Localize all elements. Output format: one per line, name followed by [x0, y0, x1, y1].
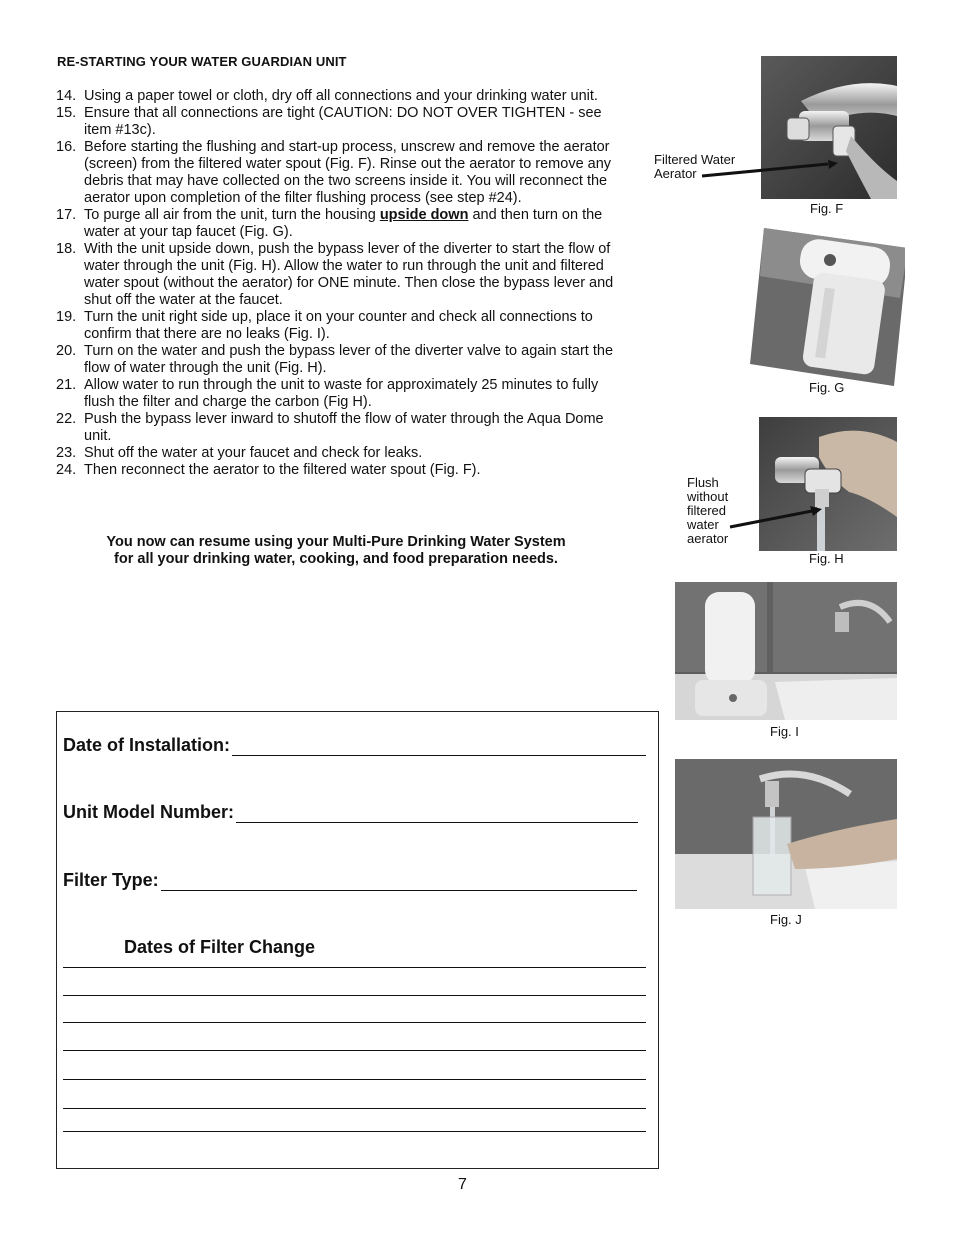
figure-caption: Fig. H: [809, 551, 844, 566]
callout-line: Filtered Water: [654, 152, 736, 167]
callout-line: filtered: [687, 503, 727, 518]
step-text: Then reconnect the aerator to the filtered water spout (Fig. F).: [84, 462, 481, 478]
callout-arrow: [728, 505, 824, 531]
step-number: 15.: [56, 105, 77, 121]
filling-glass-illustration: [675, 759, 897, 909]
step-number: 17.: [56, 207, 77, 223]
date-line[interactable]: [63, 995, 646, 996]
step-text: Ensure that all connections are tight (CAUTION: DO NOT OVER TIGHTEN - see item #13c).: [84, 105, 602, 138]
filter-type-line[interactable]: [161, 872, 637, 891]
step-text: [84, 207, 616, 241]
step-number: 24.: [56, 462, 77, 478]
step-text: Using a paper towel or cloth, dry off all connections and your drinking water unit.: [84, 88, 598, 104]
callout-line: Flush: [687, 475, 719, 490]
step-number: 18.: [56, 241, 77, 257]
installation-date-field[interactable]: [63, 735, 646, 756]
list-item: [56, 343, 616, 377]
step-text: Before starting the flushing and start-up process, unscrew and remove the aerator (screen) from the filtered water spout (Fig. F). Rinse out the aerator to remove any debris that may have collected on the two screens inside it. You will reconnect the aerator upon completion of the filter flushing process (see step #24).: [84, 139, 612, 206]
model-number-line[interactable]: [236, 804, 638, 823]
step-number: 19.: [56, 309, 77, 325]
date-line[interactable]: [63, 967, 646, 968]
closing-note: [56, 534, 616, 568]
date-line[interactable]: [63, 1108, 646, 1109]
instruction-list: [56, 88, 616, 479]
filter-type-label: Filter Type:: [63, 870, 159, 890]
step-number: 22.: [56, 411, 77, 427]
model-number-field[interactable]: [63, 802, 638, 823]
step-text: Push the bypass lever inward to shutoff the flow of water through the Aqua Dome unit.: [84, 411, 604, 444]
date-line[interactable]: [63, 1131, 646, 1132]
list-item: [56, 411, 616, 445]
figure-j-photo: [675, 759, 897, 909]
closing-line: for all your drinking water, cooking, and food preparation needs.: [114, 551, 558, 567]
step-text: Turn on the water and push the bypass lever of the diverter valve to again start the flow of water through the unit (Fig. H).: [84, 343, 614, 376]
list-item: [56, 445, 616, 462]
inverted-housing-illustration: [750, 228, 905, 386]
step-text: Shut off the water at your faucet and check for leaks.: [84, 445, 423, 461]
step-text: Allow water to run through the unit to waste for approximately 25 minutes to fully flush the filter and charge the carbon (Fig H).: [84, 377, 599, 410]
figure-caption: Fig. G: [809, 380, 845, 395]
filter-type-field[interactable]: [63, 870, 637, 891]
callout-line: without: [687, 489, 729, 504]
emphasis-text: upside down: [379, 207, 469, 223]
installation-date-line[interactable]: [232, 737, 646, 756]
installation-record-form: [56, 711, 659, 1169]
step-number: 23.: [56, 445, 77, 461]
unit-on-counter-illustration: [675, 582, 897, 720]
list-item: [56, 105, 616, 139]
callout-line: Aerator: [654, 166, 697, 181]
list-item: [56, 88, 616, 105]
callout-line: aerator: [687, 531, 729, 546]
list-item: [56, 377, 616, 411]
model-number-label: Unit Model Number:: [63, 802, 234, 822]
step-text: With the unit upside down, push the bypass lever of the diverter to start the flow of water through the unit (Fig. H). Allow the water to run through the unit and filtered water spout (without the aerator) for ONE minute. Then close the bypass lever and shut off the water at the faucet.: [84, 241, 614, 308]
figure-g-photo: [750, 228, 905, 386]
step-text-part: and then turn on the water at your tap faucet (Fig. G).: [84, 207, 603, 240]
callout-flush-without-aerator: [687, 476, 728, 546]
list-item: [56, 462, 616, 479]
step-number: 20.: [56, 343, 77, 359]
date-line[interactable]: [63, 1050, 646, 1051]
step-text: Turn the unit right side up, place it on your counter and check all connections to confirm that there are no leaks (Fig. I).: [84, 309, 593, 342]
list-item: [56, 207, 616, 241]
figure-caption: Fig. I: [770, 724, 799, 739]
list-item: [56, 139, 616, 207]
callout-line: water: [687, 517, 719, 532]
callout-arrow: [700, 160, 840, 190]
list-item: [56, 309, 616, 343]
date-line[interactable]: [63, 1022, 646, 1023]
figure-caption: Fig. F: [810, 201, 844, 216]
installation-date-label: Date of Installation:: [63, 735, 231, 755]
date-line[interactable]: [63, 1079, 646, 1080]
step-number: 14.: [56, 88, 77, 104]
figure-i-photo: [675, 582, 897, 720]
dates-heading: Dates of Filter Change: [124, 937, 316, 957]
step-number: 16.: [56, 139, 77, 155]
step-text-part: To purge all air from the unit, turn the housing: [84, 207, 380, 223]
closing-line: You now can resume using your Multi-Pure Drinking Water System: [106, 534, 566, 550]
list-item: [56, 241, 616, 309]
step-number: 21.: [56, 377, 77, 393]
page-number: 7: [458, 1176, 467, 1193]
section-heading: RE-STARTING YOUR WATER GUARDIAN UNIT: [57, 54, 347, 69]
figure-caption: Fig. J: [770, 912, 802, 927]
